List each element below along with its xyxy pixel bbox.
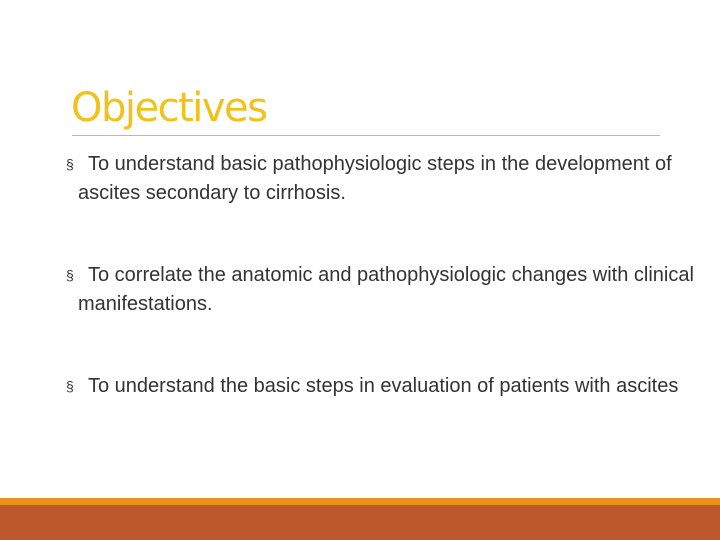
title-divider	[72, 135, 660, 136]
slide-title: Objectives	[71, 85, 267, 131]
footer-band-light	[0, 498, 720, 505]
bullet-text: To correlate the anatomic and pathophysiologic changes with clinical manifestations.	[78, 264, 694, 315]
list-item	[60, 261, 712, 319]
bullet-icon: §	[66, 267, 74, 283]
footer-band-dark	[0, 505, 720, 540]
list-item	[60, 372, 712, 401]
bullet-text: To understand basic pathophysiologic steps in the development of ascites secondary to cirrhosis.	[78, 153, 672, 204]
bullet-icon: §	[66, 378, 74, 394]
list-item	[60, 150, 712, 208]
bullet-text: To understand the basic steps in evaluation of patients with ascites	[88, 375, 679, 397]
bullet-icon: §	[66, 156, 74, 172]
